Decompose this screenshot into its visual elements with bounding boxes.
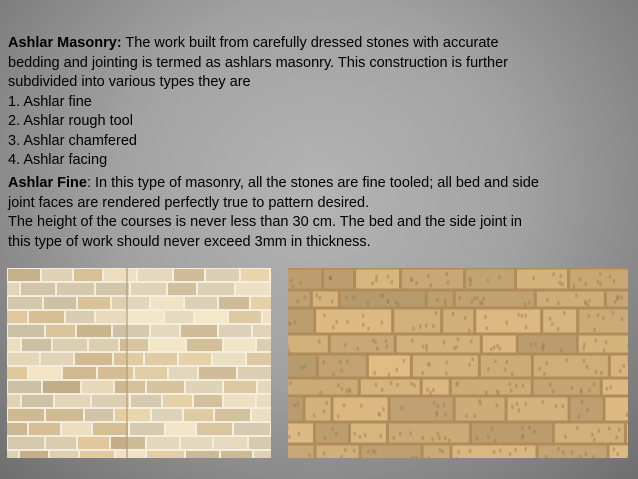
- ashlar-stone-texture-photo: [288, 268, 628, 458]
- ashlar-wall-corner-photo: [7, 268, 271, 458]
- ashlar-fine-line-2: joint faces are rendered perfectly true to pattern desired.: [8, 194, 370, 211]
- ashlar-masonry-text: The work built from carefully dressed stones with accurate: [121, 35, 499, 51]
- ashlar-masonry-heading: Ashlar Masonry:: [8, 35, 122, 51]
- ashlar-fine-heading: Ashlar Fine: [8, 175, 87, 191]
- ashlar-masonry-line-2: bedding and jointing is termed as ashlars masonry. This construction is further: [8, 54, 508, 71]
- type-ashlar-facing: 4. Ashlar facing: [8, 152, 108, 168]
- ashlar-fine-description: [8, 174, 608, 252]
- type-ashlar-rough-tool: 2. Ashlar rough tool: [8, 113, 133, 129]
- ashlar-masonry-line-1: [8, 34, 608, 54]
- ashlar-fine-line-1: [8, 174, 608, 194]
- type-ashlar-chamfered: 3. Ashlar chamfered: [8, 132, 137, 149]
- ashlar-masonry-line-3: subdivided into various types they are: [8, 74, 251, 90]
- ashlar-masonry-description: [8, 34, 608, 171]
- ashlar-fine-line-4: this type of work should never exceed 3mm in thickness.: [8, 233, 371, 250]
- ashlar-fine-text: : In this type of masonry, all the stones are fine tooled; all bed and side: [86, 175, 539, 191]
- ashlar-stone-texture-image: [288, 268, 628, 458]
- type-ashlar-fine: 1. Ashlar fine: [8, 93, 92, 110]
- ashlar-fine-line-3: The height of the courses is never less than 30 cm. The bed and the side joint in: [8, 214, 522, 230]
- ashlar-wall-corner-image: [7, 268, 271, 458]
